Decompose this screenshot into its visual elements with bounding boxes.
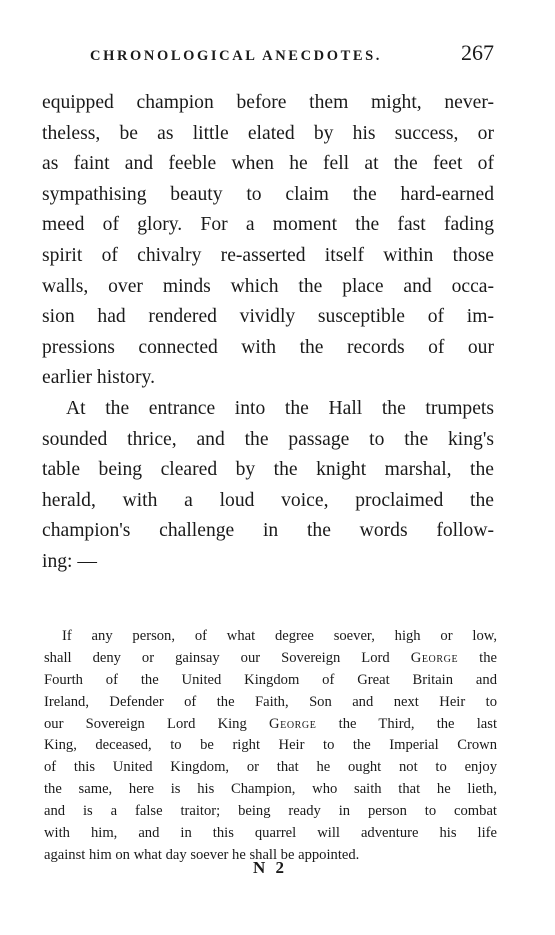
king-name: George (268, 715, 317, 732)
quote-text: our Sovereign Lord King (44, 715, 269, 732)
quote-text: the Third, the last (316, 715, 497, 732)
quote-line: King, deceased, to be right Heir to the Imperial Crown (44, 737, 497, 754)
signature-mark: N 2 (253, 858, 288, 877)
running-head (0, 40, 510, 72)
proclamation-quote (44, 626, 497, 867)
quote-line: with him, and in this quarrel will adventure his life (44, 825, 497, 842)
body-line: earlier history. (42, 367, 155, 389)
body-line: spirit of chivalry re-asserted itself within those (42, 244, 494, 266)
body-line: At the entrance into the Hall the trumpets (66, 397, 494, 419)
quote-line: the same, here is his Champion, who saith that he lieth, (44, 781, 497, 798)
body-text (42, 88, 494, 578)
body-line: as faint and feeble when he fell at the feet of (42, 153, 494, 175)
quote-text: shall deny or gainsay our Sovereign Lord (44, 649, 411, 666)
quote-line (44, 648, 497, 670)
body-line: sympathising beauty to claim the hard-earned (42, 183, 494, 205)
quote-line: Fourth of the United Kingdom of Great Britain and (44, 671, 497, 688)
quote-line (44, 714, 497, 736)
body-line: meed of glory. For a moment the fast fading (42, 214, 494, 236)
body-line: champion's challenge in the words follow- (42, 520, 494, 542)
body-line: table being cleared by the knight marshal, the (42, 459, 494, 481)
quote-line: of this United Kingdom, or that he ought not to enjoy (44, 759, 497, 776)
running-head-title: CHRONOLOGICAL ANECDOTES. (90, 48, 383, 64)
quote-line: and is a false traitor; being ready in person to combat (44, 803, 497, 820)
king-name: George (410, 649, 459, 666)
body-line: theless, be as little elated by his success, or (42, 122, 494, 144)
body-line: herald, with a loud voice, proclaimed the (42, 489, 494, 511)
body-line: walls, over minds which the place and occa- (42, 275, 494, 297)
page-number: 267 (461, 40, 494, 65)
quote-line: If any person, of what degree soever, high or low, (62, 628, 497, 644)
body-line: pressions connected with the records of our (42, 336, 494, 358)
quote-line: against him on what day soever he shall be appointed. (44, 846, 360, 863)
body-line: ing: — (42, 550, 97, 572)
quote-line: Ireland, Defender of the Faith, Son and next Heir to (44, 693, 497, 710)
body-line: equipped champion before them might, never- (42, 92, 494, 113)
body-line: sion had rendered vividly susceptible of im- (42, 306, 494, 328)
quote-text: the (458, 649, 498, 666)
body-line: sounded thrice, and the passage to the king's (42, 428, 494, 450)
